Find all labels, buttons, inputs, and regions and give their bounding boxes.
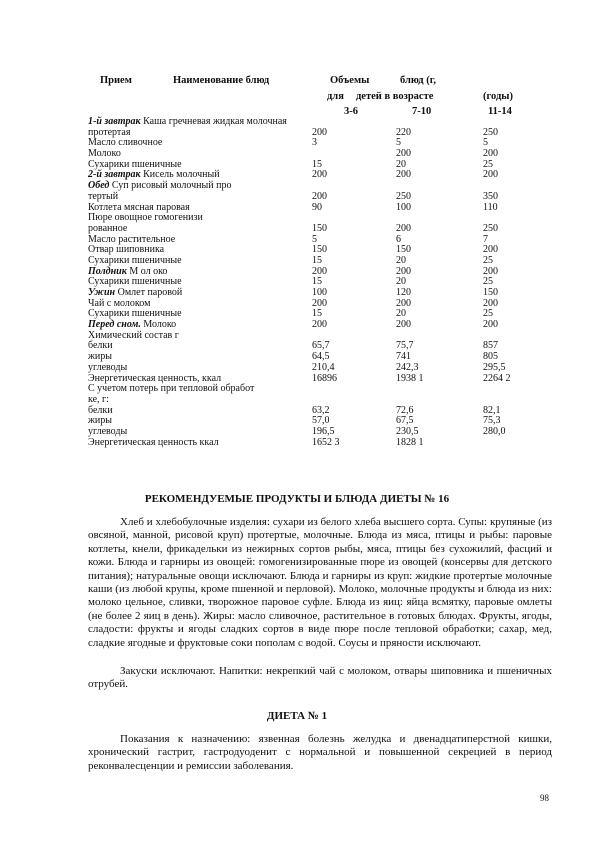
dish-name: Химический состав г [88, 329, 179, 341]
volume-age-2: 1938 1 [396, 372, 424, 384]
volume-age-3: 250 [483, 222, 498, 234]
volume-age-2: 741 [396, 351, 411, 363]
volume-age-3: 75,3 [483, 415, 501, 427]
volume-age-2: 220 [396, 126, 411, 138]
volume-age-1: 57,0 [312, 415, 330, 427]
volume-age-1: 200 [312, 265, 327, 277]
volume-age-2: 120 [396, 287, 411, 298]
meal-tag: Полдник [88, 265, 127, 277]
header-priem: Прием [100, 75, 132, 86]
volume-age-1: 15 [312, 254, 322, 266]
dish-name: белки [88, 340, 113, 352]
volume-age-1: 150 [312, 222, 327, 234]
header-age-11-14: 11-14 [488, 106, 512, 117]
row-label [88, 384, 254, 395]
volume-age-1: 200 [312, 297, 327, 309]
meal-tag: Перед сном. [88, 319, 141, 331]
dish-name: Суп рисовый молочный про [111, 180, 232, 192]
volume-age-3: 857 [483, 340, 498, 352]
volume-age-3: 805 [483, 351, 498, 363]
volume-age-2: 20 [396, 158, 406, 170]
header-dish-units: блюд (г, [400, 75, 436, 86]
dish-name: Каша гречневая жидкая молочная [143, 116, 287, 127]
volume-age-2: 72,6 [396, 404, 414, 416]
dish-name: белки [88, 404, 113, 416]
volume-age-3: 200 [483, 265, 498, 277]
volume-age-1: 200 [312, 190, 327, 202]
section-heading-diet-1: ДИЕТА № 1 [266, 710, 328, 722]
volume-age-2: 250 [396, 190, 411, 202]
volume-age-2: 20 [396, 254, 406, 266]
volume-age-2: 5 [396, 137, 401, 149]
dish-name: Отвар шиповника [88, 244, 165, 256]
meal-tag: Ужин [88, 287, 116, 298]
volume-age-3: 200 [483, 297, 498, 309]
dish-name: углеводы [88, 361, 128, 373]
volume-age-2: 1828 1 [396, 436, 424, 448]
volume-age-2: 242,3 [396, 361, 419, 373]
volume-age-3: 250 [483, 126, 498, 138]
dish-name: Молоко [143, 319, 177, 331]
volume-age-3: 7 [483, 233, 488, 245]
dish-name: М ол око [129, 265, 168, 277]
volume-age-1: 150 [312, 244, 327, 256]
volume-age-2: 200 [396, 297, 411, 309]
volume-age-3: 25 [483, 308, 493, 320]
volume-age-2: 200 [396, 148, 411, 160]
volume-age-3: 25 [483, 158, 493, 170]
volume-age-3: 200 [483, 244, 498, 256]
header-volumes: Объемы [330, 75, 370, 86]
dish-name: Пюре овощное гомогенизи [88, 212, 203, 224]
meal-tag: 1-й завтрак [88, 116, 141, 127]
volume-age-1: 64,5 [312, 351, 330, 363]
dish-name: Омлет паровой [117, 287, 183, 298]
menu-table [0, 117, 594, 448]
dish-name: жиры [88, 351, 112, 363]
volume-age-2: 200 [396, 319, 411, 331]
dish-name: С учетом потерь при тепловой обработ [88, 383, 255, 395]
dish-name: протертая [88, 126, 131, 138]
volume-age-1: 200 [312, 126, 327, 138]
volume-age-1: 63,2 [312, 404, 330, 416]
volume-age-1: 1652 3 [312, 436, 340, 448]
row-label [88, 438, 219, 449]
section-heading-diet-1b: РЕКОМЕНДУЕМЫЕ ПРОДУКТЫ И БЛЮДА ДИЕТЫ № 16 [144, 493, 450, 505]
volume-age-2: 20 [396, 308, 406, 320]
volume-age-3: 150 [483, 287, 498, 298]
header-dish-name: Наименование блюд [173, 75, 270, 86]
volume-age-2: 100 [396, 201, 411, 213]
volume-age-3: 280,0 [483, 425, 506, 437]
volume-age-2: 67,5 [396, 415, 414, 427]
dish-name: жиры [88, 415, 112, 427]
volume-age-1: 90 [312, 201, 322, 213]
volume-age-3: 5 [483, 137, 488, 149]
header-age-3-6: 3-6 [344, 106, 358, 117]
volume-age-3: 2264 2 [483, 372, 511, 384]
dish-name: углеводы [88, 425, 128, 437]
dish-name: Энергетическая ценность ккал [88, 436, 219, 448]
indications-paragraph: Показания к назначению: язвенная болезнь желудка и двенадцатиперстной кишки, хронический гастрит, гастродуоденит с нормальной и повышенной секрецией в период реконвалесценции и ремиссии заболевания. [88, 733, 552, 772]
volume-age-3: 200 [483, 148, 498, 160]
volume-age-3: 200 [483, 169, 498, 181]
dish-name: ке, г: [88, 393, 109, 405]
meal-tag: 2-й завтрак [88, 169, 141, 181]
dish-name: рованное [88, 222, 128, 234]
page-number: 98 [540, 793, 549, 803]
dish-name: Масло растительное [88, 233, 176, 245]
volume-age-3: 82,1 [483, 404, 501, 416]
volume-age-1: 65,7 [312, 340, 330, 352]
dish-name: Энергетическая ценность, ккал [88, 372, 222, 384]
volume-age-3: 295,5 [483, 361, 506, 373]
volume-age-2: 230,5 [396, 425, 419, 437]
volume-age-2: 200 [396, 222, 411, 234]
volume-age-3: 110 [483, 201, 498, 213]
dish-name: Масло сливочное [88, 137, 163, 149]
volume-age-2: 150 [396, 244, 411, 256]
dish-name: Сухарики пшеничные [88, 308, 182, 320]
volume-age-1: 15 [312, 308, 322, 320]
recommended-products-paragraph: Хлеб и хлебобулочные изделия: сухари из белого хлеба высшего сорта. Супы: крупяные (из овсяной, манной, рисовой круп) протертые, молочные. Блюда из мяса, птицы и рыбы: паровые котлеты, кнели, фрикадельки из нежирных сортов рыбы, мяса, птицы без сухожилий, фасций и кожи. Блюда и гарниры из овощей: гомогенизированные пюре из овощей (консервы для детского питания); натуральные овощи исключают. Блюда и гарниры из круп: жидкие протертые молочные каши (из любой крупы, кроме пшенной и перловой). Молоко, молочные продукты и блюда из них: молоко цельное, сливки, творожное паровое суфле. Блюда из яиц: яйца всмятку, паровые омлеты (не более 2 яиц в день). Жиры: масло сливочное, растительное в готовых блюдах. Фрукты, ягоды, сладости: фрукты и ягоды сладких сортов в виде пюре после тепловой обработки; сахар, мед, сладкие ягодные и фруктовые соки пополам с водой. Соусы и пряности исключают. [88, 516, 552, 649]
volume-age-1: 16896 [312, 372, 337, 384]
volume-age-2: 75,7 [396, 340, 414, 352]
dish-name: Чай с молоком [88, 297, 151, 309]
dish-name: Сухарики пшеничные [88, 254, 182, 266]
volume-age-3: 200 [483, 319, 498, 331]
snacks-drinks-paragraph: Закуски исключают. Напитки: некрепкий чай с молоком, отвары шиповника и пшеничных отрубей. [88, 665, 552, 691]
dish-name: Котлета мясная паровая [88, 201, 190, 213]
volume-age-1: 3 [312, 137, 317, 149]
meal-tag: Обед [88, 180, 110, 192]
volume-age-1: 15 [312, 158, 322, 170]
volume-age-3: 25 [483, 254, 493, 266]
volume-age-1: 210,4 [312, 361, 335, 373]
volume-age-1: 200 [312, 169, 327, 181]
volume-age-1: 196,5 [312, 425, 335, 437]
header-years: (годы) [483, 91, 513, 102]
dish-name: Сухарики пшеничные [88, 158, 182, 170]
table-row [0, 438, 594, 449]
dish-name: тертый [88, 190, 119, 202]
volume-age-2: 20 [396, 276, 406, 288]
header-for: для [327, 91, 344, 102]
header-age-7-10: 7-10 [412, 106, 432, 117]
volume-age-3: 350 [483, 190, 498, 202]
volume-age-1: 100 [312, 287, 327, 298]
volume-age-1: 15 [312, 276, 322, 288]
volume-age-3: 25 [483, 276, 493, 288]
volume-age-2: 6 [396, 233, 401, 245]
volume-age-1: 200 [312, 319, 327, 331]
volume-age-2: 200 [396, 265, 411, 277]
dish-name: Кисель молочный [143, 169, 220, 181]
header-children-age: детей в возрасте [356, 91, 434, 102]
dish-name: Сухарики пшеничные [88, 276, 182, 288]
volume-age-1: 5 [312, 233, 317, 245]
volume-age-2: 200 [396, 169, 411, 181]
dish-name: Молоко [88, 148, 121, 160]
